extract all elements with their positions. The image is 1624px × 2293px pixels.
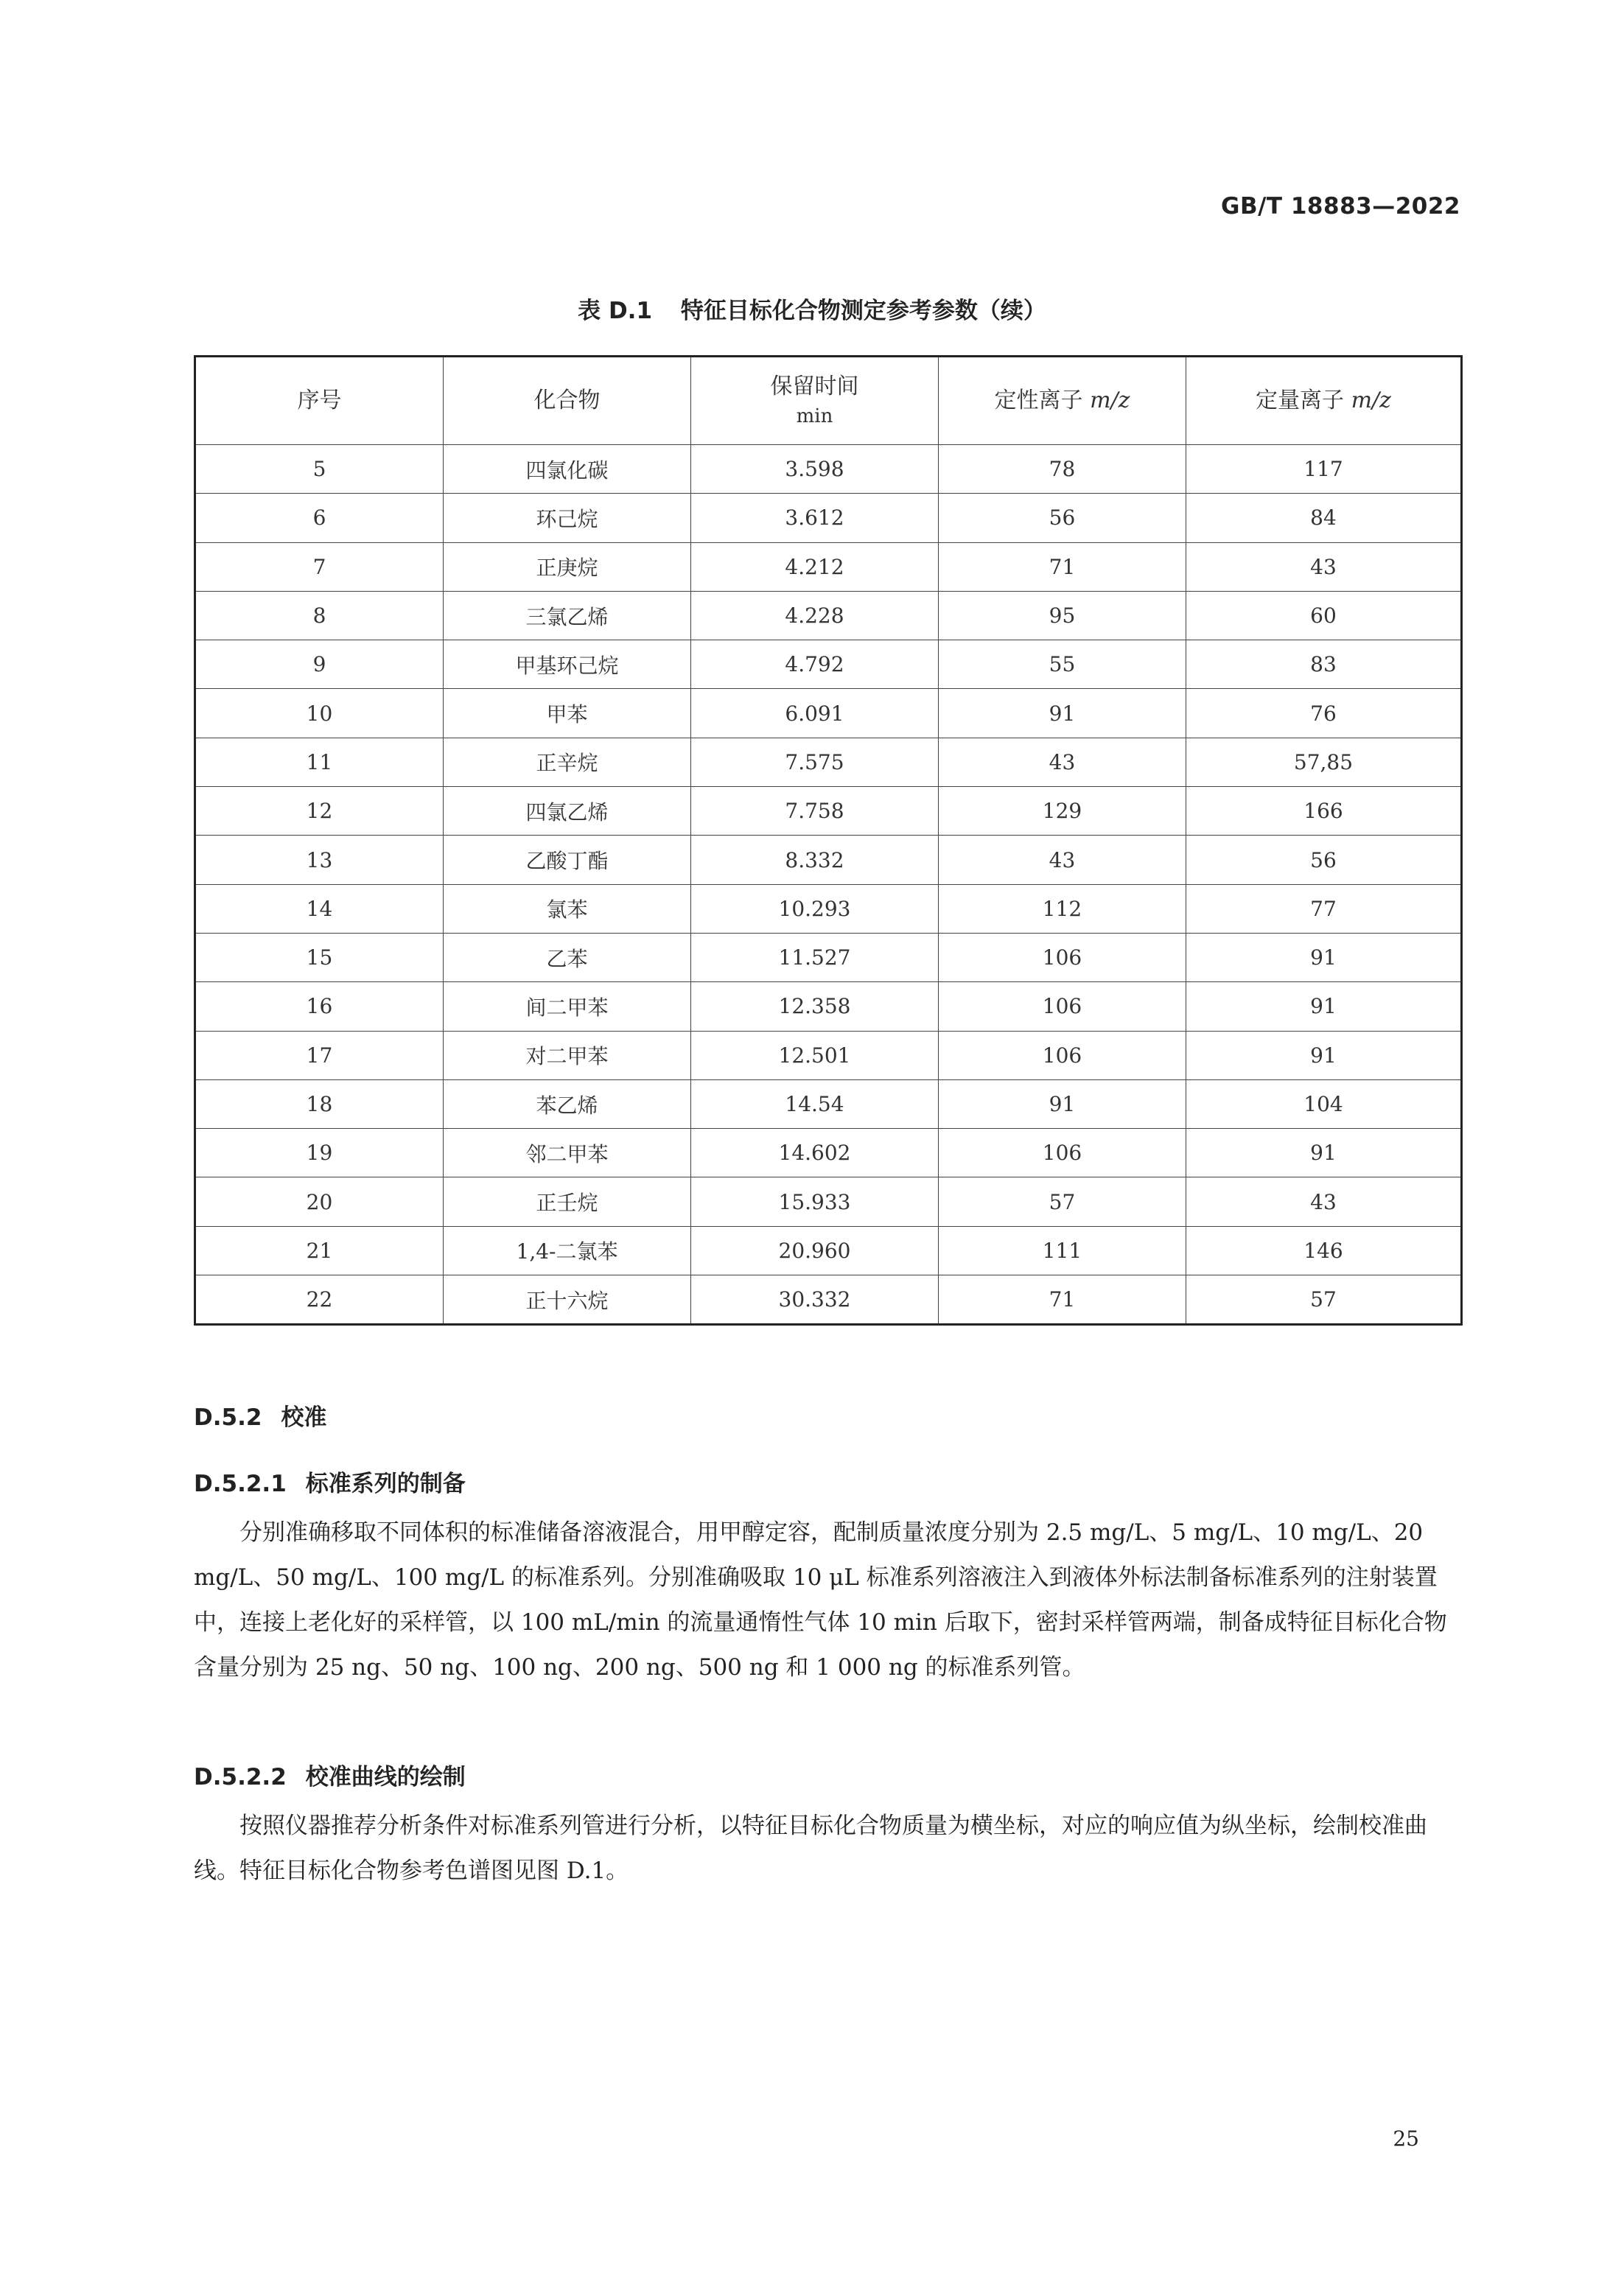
cell-qual-ion: 43	[939, 836, 1186, 884]
section-number: D.5.2.1	[194, 1471, 287, 1497]
table-row	[195, 640, 1462, 689]
table-row	[195, 1031, 1462, 1079]
cell-quant-ion: 57	[1186, 1275, 1462, 1325]
section-title: 标准系列的制备	[305, 1471, 466, 1497]
cell-quant-ion: 56	[1186, 836, 1462, 884]
cell-retention: 12.501	[691, 1031, 939, 1079]
cell-seq: 20	[195, 1177, 444, 1226]
cell-qual-ion: 91	[939, 689, 1186, 738]
cell-qual-ion: 57	[939, 1177, 1186, 1226]
cell-compound: 甲基环己烷	[444, 640, 691, 689]
cell-qual-ion: 56	[939, 494, 1186, 542]
cell-quant-ion: 76	[1186, 689, 1462, 738]
cell-compound: 氯苯	[444, 884, 691, 933]
cell-seq: 8	[195, 591, 444, 640]
header-retention-label: 保留时间	[770, 374, 859, 400]
cell-qual-ion: 106	[939, 1031, 1186, 1079]
table-row	[195, 1177, 1462, 1226]
cell-retention: 7.758	[691, 787, 939, 836]
table-caption-title: 特征目标化合物测定参考参数（续）	[680, 298, 1046, 324]
cell-quant-ion: 83	[1186, 640, 1462, 689]
table-row	[195, 591, 1462, 640]
cell-quant-ion: 84	[1186, 494, 1462, 542]
cell-compound: 环己烷	[444, 494, 691, 542]
table-row	[195, 738, 1462, 786]
cell-quant-ion: 91	[1186, 982, 1462, 1031]
table-body	[195, 445, 1462, 1325]
cell-seq: 13	[195, 836, 444, 884]
cell-seq: 22	[195, 1275, 444, 1325]
cell-retention: 30.332	[691, 1275, 939, 1325]
header-seq: 序号	[195, 357, 444, 445]
cell-retention: 7.575	[691, 738, 939, 786]
section-number: D.5.2.2	[194, 1764, 287, 1790]
cell-compound: 正壬烷	[444, 1177, 691, 1226]
cell-compound: 正十六烷	[444, 1275, 691, 1325]
cell-retention: 3.598	[691, 445, 939, 494]
cell-quant-ion: 91	[1186, 933, 1462, 981]
cell-qual-ion: 106	[939, 982, 1186, 1031]
cell-seq: 10	[195, 689, 444, 738]
cell-compound: 正辛烷	[444, 738, 691, 786]
table-row	[195, 933, 1462, 981]
cell-quant-ion: 77	[1186, 884, 1462, 933]
cell-seq: 5	[195, 445, 444, 494]
cell-quant-ion: 104	[1186, 1079, 1462, 1128]
cell-qual-ion: 129	[939, 787, 1186, 836]
cell-compound: 三氯乙烯	[444, 591, 691, 640]
header-quant-label: 定量离子	[1256, 388, 1345, 414]
cell-compound: 对二甲苯	[444, 1031, 691, 1079]
cell-seq: 19	[195, 1129, 444, 1177]
cell-compound: 乙酸丁酯	[444, 836, 691, 884]
cell-seq: 21	[195, 1226, 444, 1275]
cell-retention: 12.358	[691, 982, 939, 1031]
section-title: 校准	[281, 1404, 327, 1431]
cell-compound: 间二甲苯	[444, 982, 691, 1031]
standard-code: GB/T 18883—2022	[1221, 193, 1460, 220]
cell-seq: 17	[195, 1031, 444, 1079]
cell-quant-ion: 166	[1186, 787, 1462, 836]
cell-qual-ion: 78	[939, 445, 1186, 494]
cell-qual-ion: 112	[939, 884, 1186, 933]
cell-compound: 邻二甲苯	[444, 1129, 691, 1177]
cell-seq: 14	[195, 884, 444, 933]
header-qual-mz: m/z	[1090, 388, 1130, 414]
cell-quant-ion: 146	[1186, 1226, 1462, 1275]
header-retention-unit: min	[796, 405, 833, 427]
cell-seq: 16	[195, 982, 444, 1031]
cell-qual-ion: 95	[939, 591, 1186, 640]
cell-compound: 1,4-二氯苯	[444, 1226, 691, 1275]
cell-qual-ion: 106	[939, 1129, 1186, 1177]
cell-retention: 11.527	[691, 933, 939, 981]
cell-retention: 15.933	[691, 1177, 939, 1226]
header-retention	[691, 357, 939, 445]
cell-qual-ion: 71	[939, 1275, 1186, 1325]
header-quant-mz: m/z	[1351, 388, 1391, 414]
cell-retention: 10.293	[691, 884, 939, 933]
cell-qual-ion: 71	[939, 542, 1186, 591]
cell-seq: 18	[195, 1079, 444, 1128]
table-row	[195, 1275, 1462, 1325]
cell-compound: 甲苯	[444, 689, 691, 738]
table-header-row	[195, 357, 1462, 445]
paragraph: 分别准确移取不同体积的标准储备溶液混合，用甲醇定容，配制质量浓度分别为 2.5 mg/L、5 mg/L、10 mg/L、20 mg/L、50 mg/L、100 mg/L 的标准系列。分别准确吸取 10 μL 标准系列溶液注入到液体外标法制备标准系列的注射装置中，连接上老化好的采样管，以 100 mL/min 的流量通惰性气体 10 min 后取下，密封采样管两端，制备成特征目标化合物含量分别为 25 ng、50 ng、100 ng、200 ng、500 ng 和 1 000 ng 的标准系列管。	[194, 1519, 1447, 1681]
cell-compound: 四氯化碳	[444, 445, 691, 494]
paragraph: 按照仪器推荐分析条件对标准系列管进行分析，以特征目标化合物质量为横坐标，对应的响应值为纵坐标，绘制校准曲线。特征目标化合物参考色谱图见图 D.1。	[194, 1813, 1427, 1884]
cell-quant-ion: 91	[1186, 1129, 1462, 1177]
cell-quant-ion: 91	[1186, 1031, 1462, 1079]
section-number: D.5.2	[194, 1404, 262, 1431]
table-row	[195, 787, 1462, 836]
cell-retention: 14.602	[691, 1129, 939, 1177]
cell-compound: 四氯乙烯	[444, 787, 691, 836]
cell-seq: 6	[195, 494, 444, 542]
table-row	[195, 836, 1462, 884]
cell-retention: 4.212	[691, 542, 939, 591]
cell-quant-ion: 117	[1186, 445, 1462, 494]
table-row	[195, 982, 1462, 1031]
cell-compound: 乙苯	[444, 933, 691, 981]
section-d-5-2-1-body	[194, 1510, 1463, 1690]
section-d-5-2-1-heading	[194, 1465, 466, 1498]
cell-quant-ion: 57,85	[1186, 738, 1462, 786]
cell-retention: 14.54	[691, 1079, 939, 1128]
section-d-5-2-heading	[194, 1398, 326, 1432]
cell-retention: 6.091	[691, 689, 939, 738]
cell-compound: 正庚烷	[444, 542, 691, 591]
table-row	[195, 494, 1462, 542]
cell-retention: 8.332	[691, 836, 939, 884]
cell-retention: 20.960	[691, 1226, 939, 1275]
table-caption-label: 表 D.1	[578, 298, 653, 324]
table-row	[195, 1129, 1462, 1177]
cell-seq: 7	[195, 542, 444, 591]
section-d-5-2-2-heading	[194, 1758, 466, 1791]
cell-seq: 9	[195, 640, 444, 689]
cell-quant-ion: 43	[1186, 1177, 1462, 1226]
table-row	[195, 1226, 1462, 1275]
table-row	[195, 884, 1462, 933]
cell-quant-ion: 43	[1186, 542, 1462, 591]
cell-qual-ion: 43	[939, 738, 1186, 786]
cell-seq: 11	[195, 738, 444, 786]
cell-qual-ion: 91	[939, 1079, 1186, 1128]
cell-retention: 4.228	[691, 591, 939, 640]
cell-seq: 12	[195, 787, 444, 836]
cell-quant-ion: 60	[1186, 591, 1462, 640]
cell-qual-ion: 106	[939, 933, 1186, 981]
cell-compound: 苯乙烯	[444, 1079, 691, 1128]
header-quant-ion	[1186, 357, 1462, 445]
table-caption	[0, 292, 1624, 325]
parameter-table	[194, 355, 1463, 1326]
cell-qual-ion: 111	[939, 1226, 1186, 1275]
cell-seq: 15	[195, 933, 444, 981]
header-qual-label: 定性离子	[994, 388, 1083, 414]
section-title: 校准曲线的绘制	[305, 1764, 466, 1790]
cell-retention: 3.612	[691, 494, 939, 542]
header-qual-ion	[939, 357, 1186, 445]
cell-retention: 4.792	[691, 640, 939, 689]
page-number: 25	[1393, 2126, 1419, 2151]
table-row	[195, 689, 1462, 738]
table-row	[195, 542, 1462, 591]
section-d-5-2-2-body	[194, 1804, 1463, 1894]
cell-qual-ion: 55	[939, 640, 1186, 689]
header-compound: 化合物	[444, 357, 691, 445]
table-row	[195, 1079, 1462, 1128]
table-row	[195, 445, 1462, 494]
